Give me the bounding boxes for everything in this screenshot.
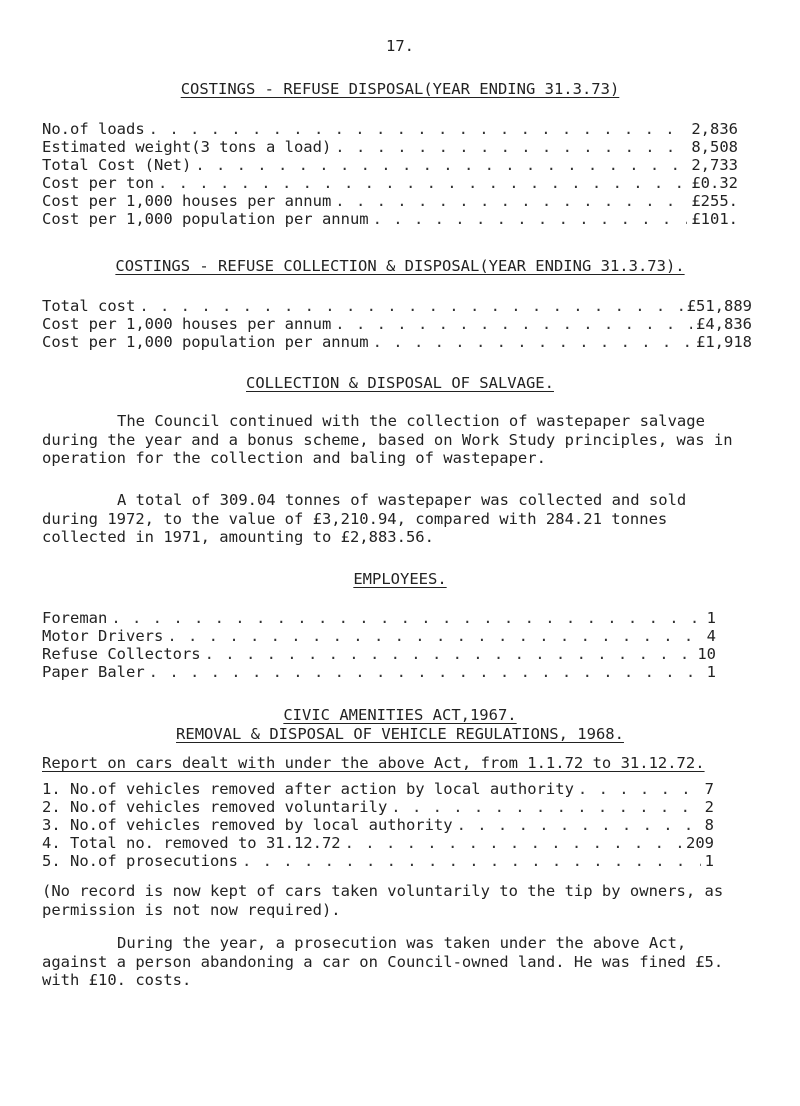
salvage-paragraph-1: The Council continued with the collection of wastepaper salvage during the year and a bonus scheme, based on Work Study principles, was in operation for the collection and baling of wastepaper. (42, 412, 733, 467)
table-row: Cost per 1,000 houses per annum . . . £255. (42, 192, 738, 210)
table-row: Cost per 1,000 population per annum . . . £1,918 (42, 333, 752, 351)
list-item: 2. No.of vehicles removed voluntarily . . . 2 (42, 798, 714, 816)
table-row: Estimated weight(3 tons a load) . . . 8,508 (42, 138, 738, 156)
salvage-paragraph-2: A total of 309.04 tonnes of wastepaper was collected and sold during 1972, to the value of £3,210.94, compared with 284.21 tonnes collected in 1971, amounting to £2,883.56. (42, 491, 687, 546)
disposal-table (42, 120, 738, 228)
final-paragraph: During the year, a prosecution was taken under the above Act, against a person abandoning a car on Council-owned land. He was fined £5. with £10. costs. (42, 934, 724, 989)
table-row: No.of loads . . . 2,836 (42, 120, 738, 138)
table-row: Total cost . . . £51,889 (42, 297, 752, 315)
civic-heading: CIVIC AMENITIES ACT,1967. (283, 706, 517, 724)
table-row: Refuse Collectors . . . 10 (42, 645, 716, 663)
table-row: Paper Baler . . . 1 (42, 663, 716, 681)
table-row: Total Cost (Net) . . . 2,733 (42, 156, 738, 174)
list-item: 1. No.of vehicles removed after action by local authority . . . 7 (42, 780, 714, 798)
note-paragraph: (No record is now kept of cars taken voluntarily to the tip by owners, as permission is not now required). (42, 882, 724, 919)
collection-disposal-heading: COSTINGS - REFUSE COLLECTION & DISPOSAL(YEAR ENDING 31.3.73). (115, 257, 685, 275)
page-number: 17. (386, 37, 414, 55)
vehicles-table (42, 780, 714, 870)
table-row: Cost per 1,000 houses per annum . . . £4,836 (42, 315, 752, 333)
employees-table (42, 609, 716, 681)
employees-heading: EMPLOYEES. (353, 570, 447, 588)
list-item: 3. No.of vehicles removed by local authority . . . 8 (42, 816, 714, 834)
regulations-heading: REMOVAL & DISPOSAL OF VEHICLE REGULATIONS, 1968. (176, 725, 624, 743)
disposal-heading: COSTINGS - REFUSE DISPOSAL(YEAR ENDING 31.3.73) (180, 80, 620, 98)
table-row: Cost per ton . . . £0.32 (42, 174, 738, 192)
collection-disposal-table (42, 297, 752, 351)
table-row: Cost per 1,000 population per annum . . . £101. (42, 210, 738, 228)
report-heading: Report on cars dealt with under the above Act, from 1.1.72 to 31.12.72. (42, 754, 705, 772)
table-row: Foreman . . . 1 (42, 609, 716, 627)
salvage-heading: COLLECTION & DISPOSAL OF SALVAGE. (246, 374, 554, 392)
list-item: 5. No.of prosecutions . . . 1 (42, 852, 714, 870)
table-row: Motor Drivers . . . 4 (42, 627, 716, 645)
list-item: 4. Total no. removed to 31.12.72 . . . 209 (42, 834, 714, 852)
